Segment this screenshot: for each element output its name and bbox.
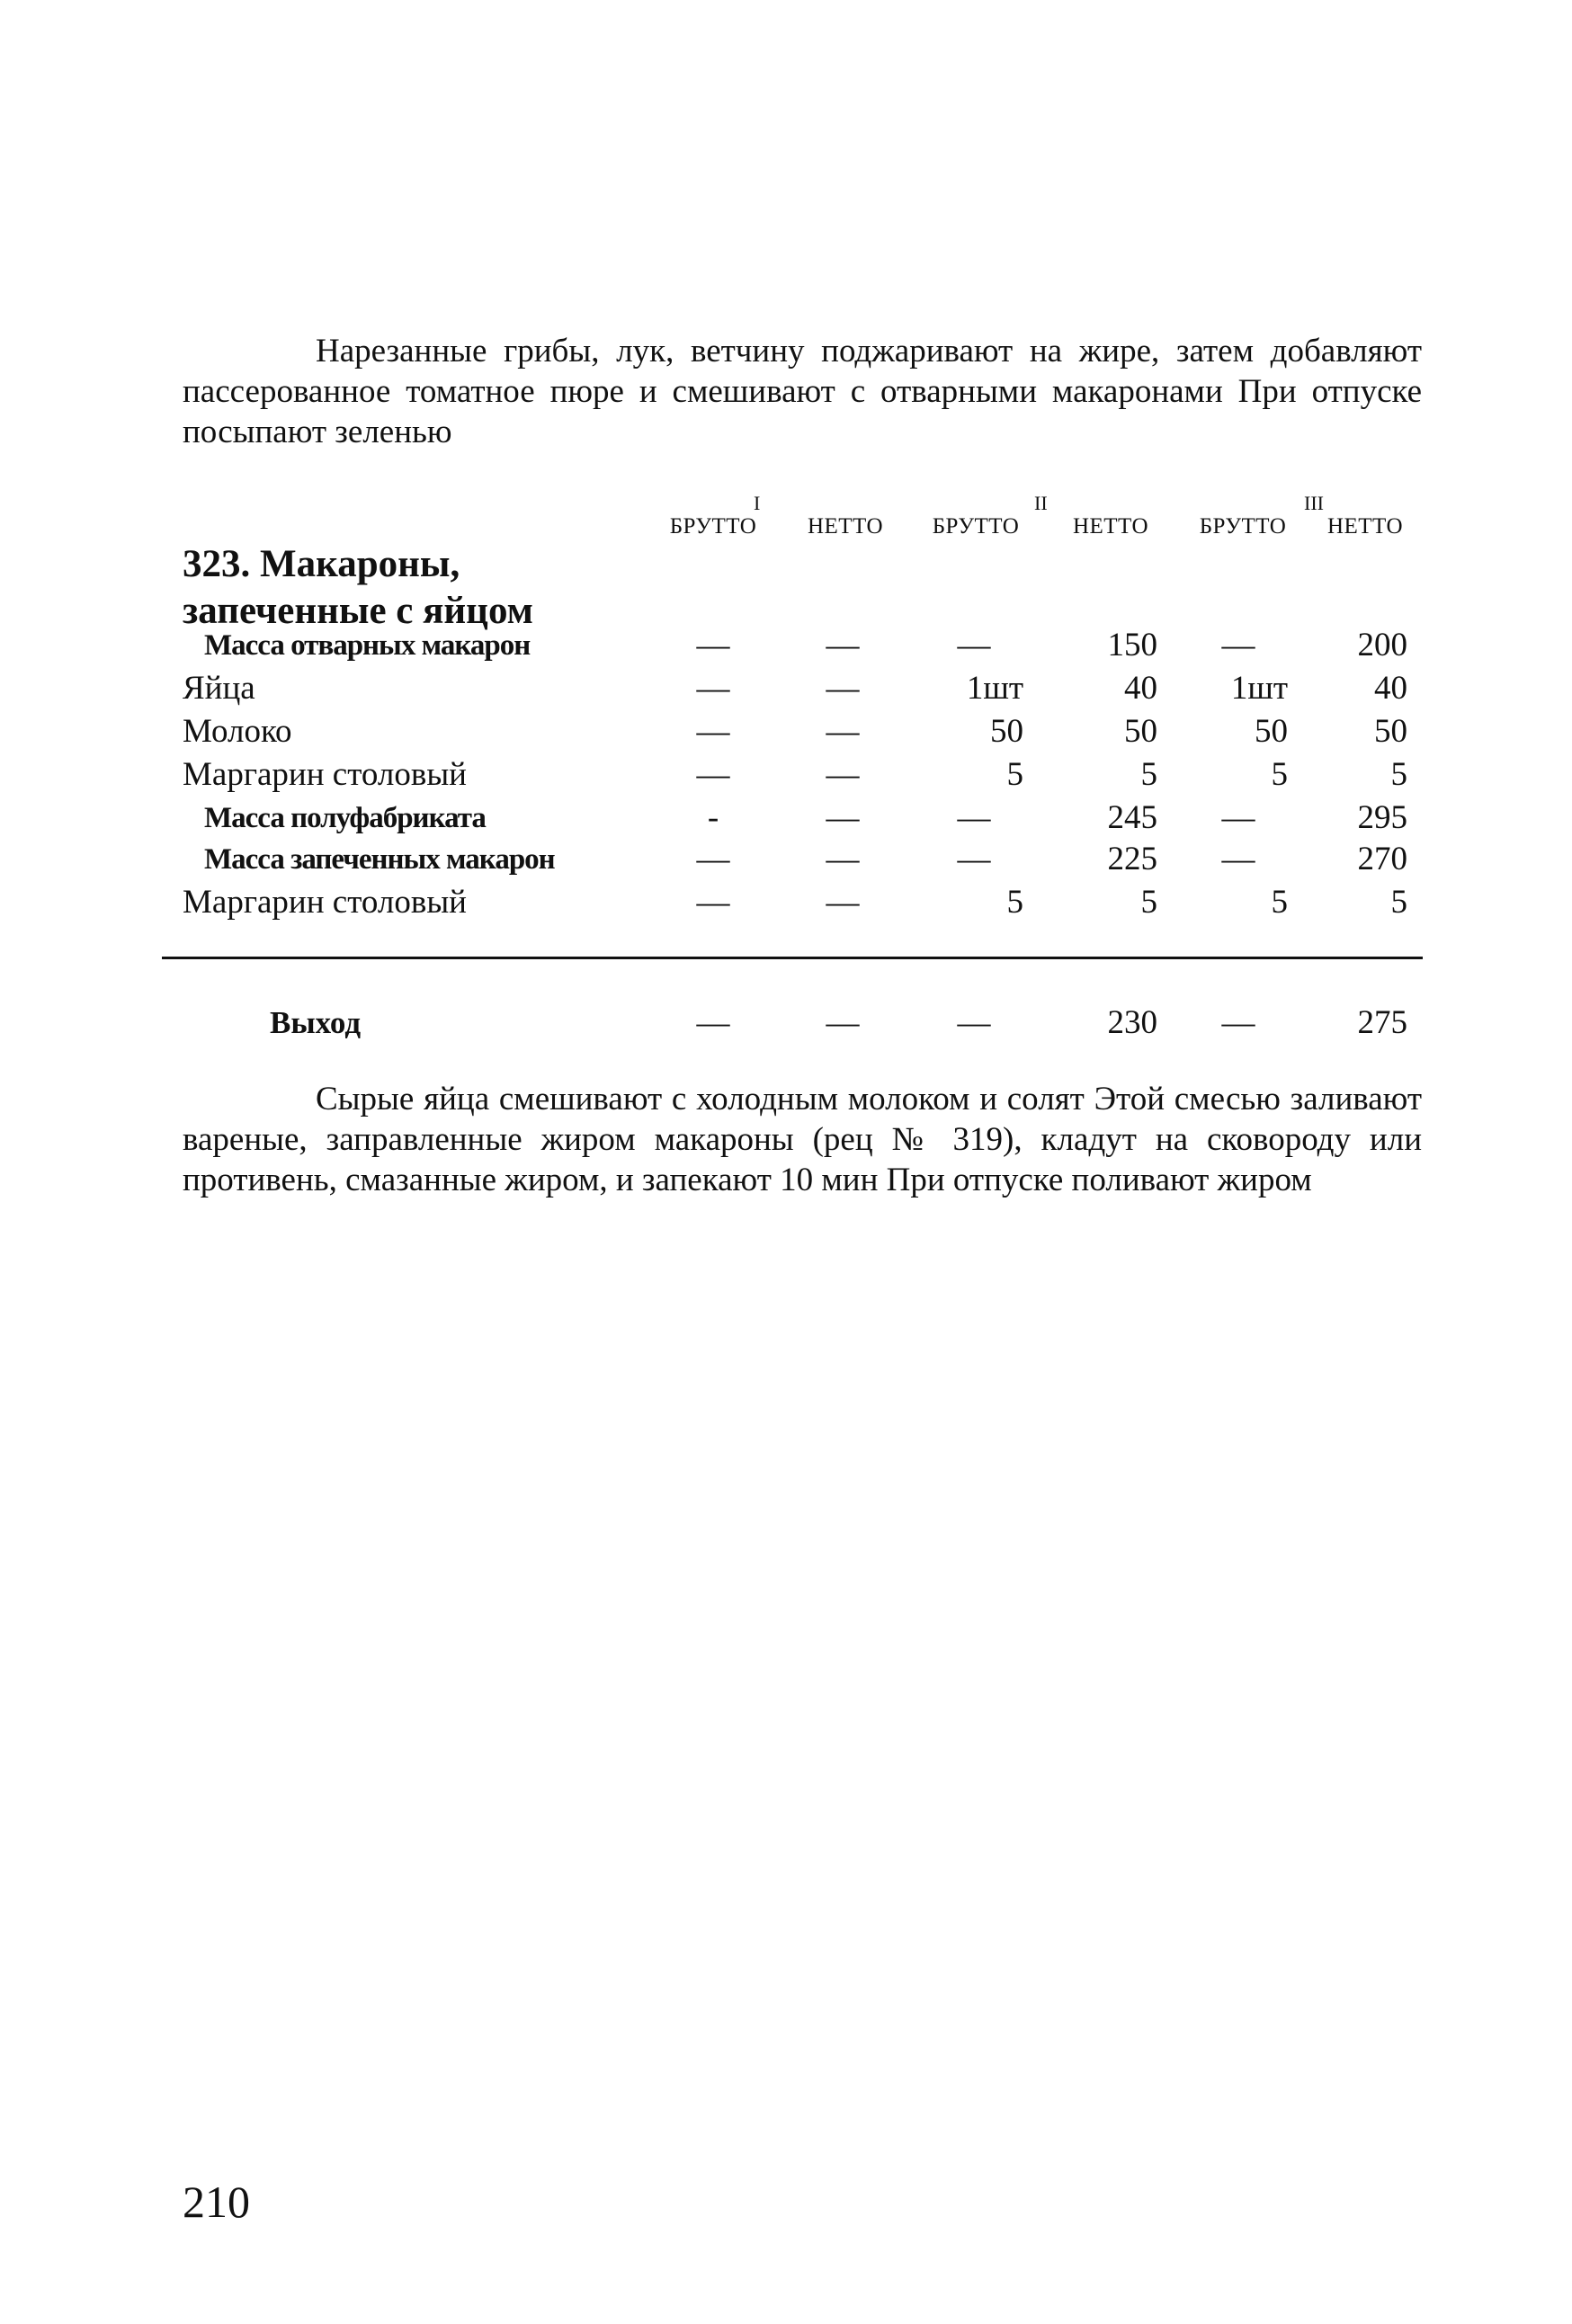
table-cell: 200 [1357, 627, 1407, 663]
table-cell: 275 [1357, 1004, 1407, 1041]
column-header-netto-1: НЕТТО [807, 514, 884, 539]
ingredient-name: Молоко [183, 713, 292, 750]
table-cell: 230 [1107, 1004, 1157, 1041]
table-cell: — [1221, 627, 1255, 663]
table-cell: 5 [1271, 884, 1288, 921]
table-cell: — [696, 1004, 730, 1041]
outro-paragraph [183, 1079, 1422, 1200]
table-cell: - [707, 799, 719, 836]
group-label-2: II [1034, 492, 1048, 514]
ingredient-name: Маргарин столовый [183, 884, 467, 921]
table-cell: — [826, 841, 860, 877]
table-cell: — [696, 713, 730, 750]
table-cell: 1шт [966, 670, 1023, 707]
table-cell: 270 [1357, 841, 1407, 877]
table-row [0, 838, 1572, 881]
table-cell: 40 [1124, 670, 1157, 707]
table-row [0, 797, 1572, 840]
outro-text: Сырые яйца смешивают с холодным молоком и солят Этой смесью заливают вареные, заправленные жиром макароны (рец № 319), кладут на сковороду или противень, смазанные жиром, и запекают 10 мин При отпуске поливают жиром [183, 1081, 1422, 1198]
table-cell: 5 [1006, 884, 1023, 921]
table-cell: 1шт [1230, 670, 1288, 707]
table-row [0, 710, 1572, 753]
table-divider [162, 957, 1423, 959]
column-header-netto-2: НЕТТО [1072, 514, 1149, 539]
table-cell: 5 [1006, 756, 1023, 793]
table-cell: — [957, 1004, 991, 1041]
table-cell: — [957, 799, 991, 836]
table-row [0, 624, 1572, 667]
table-cell: — [957, 841, 991, 877]
table-cell: — [826, 756, 860, 793]
table-cell: 245 [1107, 799, 1157, 836]
table-cell: — [826, 627, 860, 663]
table-cell: 50 [1255, 713, 1288, 750]
table-row [0, 667, 1572, 710]
table-cell: — [957, 627, 991, 663]
group-label-1: I [754, 492, 761, 514]
table-cell: 50 [990, 713, 1023, 750]
table-cell: — [826, 884, 860, 921]
table-cell: 150 [1107, 627, 1157, 663]
ingredient-name: Масса отварных макарон [204, 629, 531, 662]
group-label-3: III [1304, 492, 1324, 514]
ingredient-name: Масса полуфабриката [204, 802, 486, 834]
table-cell: — [696, 627, 730, 663]
table-cell: 5 [1140, 756, 1157, 793]
table-cell: — [696, 884, 730, 921]
table-cell: 5 [1390, 756, 1407, 793]
recipe-title: 323. Макароны, запеченные с яйцом [183, 543, 533, 632]
table-cell: — [696, 670, 730, 707]
table-cell: — [696, 756, 730, 793]
table-cell: — [826, 713, 860, 750]
intro-text: Нарезанные грибы, лук, ветчину поджаривают на жире, затем добавляют пассерованное томатное пюре и смешивают с отварными макаронами При отпуске посыпают зеленью [183, 333, 1422, 450]
table-cell: — [1221, 799, 1255, 836]
table-row [0, 753, 1572, 797]
table-cell: 295 [1357, 799, 1407, 836]
table-cell: — [1221, 841, 1255, 877]
ingredient-name: Маргарин столовый [183, 756, 467, 793]
yield-label: Выход [270, 1005, 362, 1040]
table-cell: 50 [1124, 713, 1157, 750]
table-cell: — [1221, 1004, 1255, 1041]
table-cell: 50 [1374, 713, 1407, 750]
yield-row [0, 1002, 1572, 1045]
table-cell: — [826, 670, 860, 707]
table-cell: 5 [1390, 884, 1407, 921]
page-number: 210 [183, 2177, 250, 2227]
column-header-brutto-2: БРУТТО [932, 514, 1020, 539]
table-cell: 40 [1374, 670, 1407, 707]
table-cell: — [826, 799, 860, 836]
table-cell: 5 [1271, 756, 1288, 793]
intro-paragraph [183, 331, 1422, 452]
column-header-netto-3: НЕТТО [1326, 514, 1404, 539]
column-header-brutto-3: БРУТТО [1199, 514, 1287, 539]
table-row [0, 881, 1572, 924]
table-cell: — [826, 1004, 860, 1041]
table-cell: 5 [1140, 884, 1157, 921]
table-cell: 225 [1107, 841, 1157, 877]
ingredient-name: Яйца [183, 670, 255, 707]
table-cell: — [696, 841, 730, 877]
ingredient-name: Масса запеченных макарон [204, 843, 555, 876]
column-header-brutto-1: БРУТТО [669, 514, 757, 539]
